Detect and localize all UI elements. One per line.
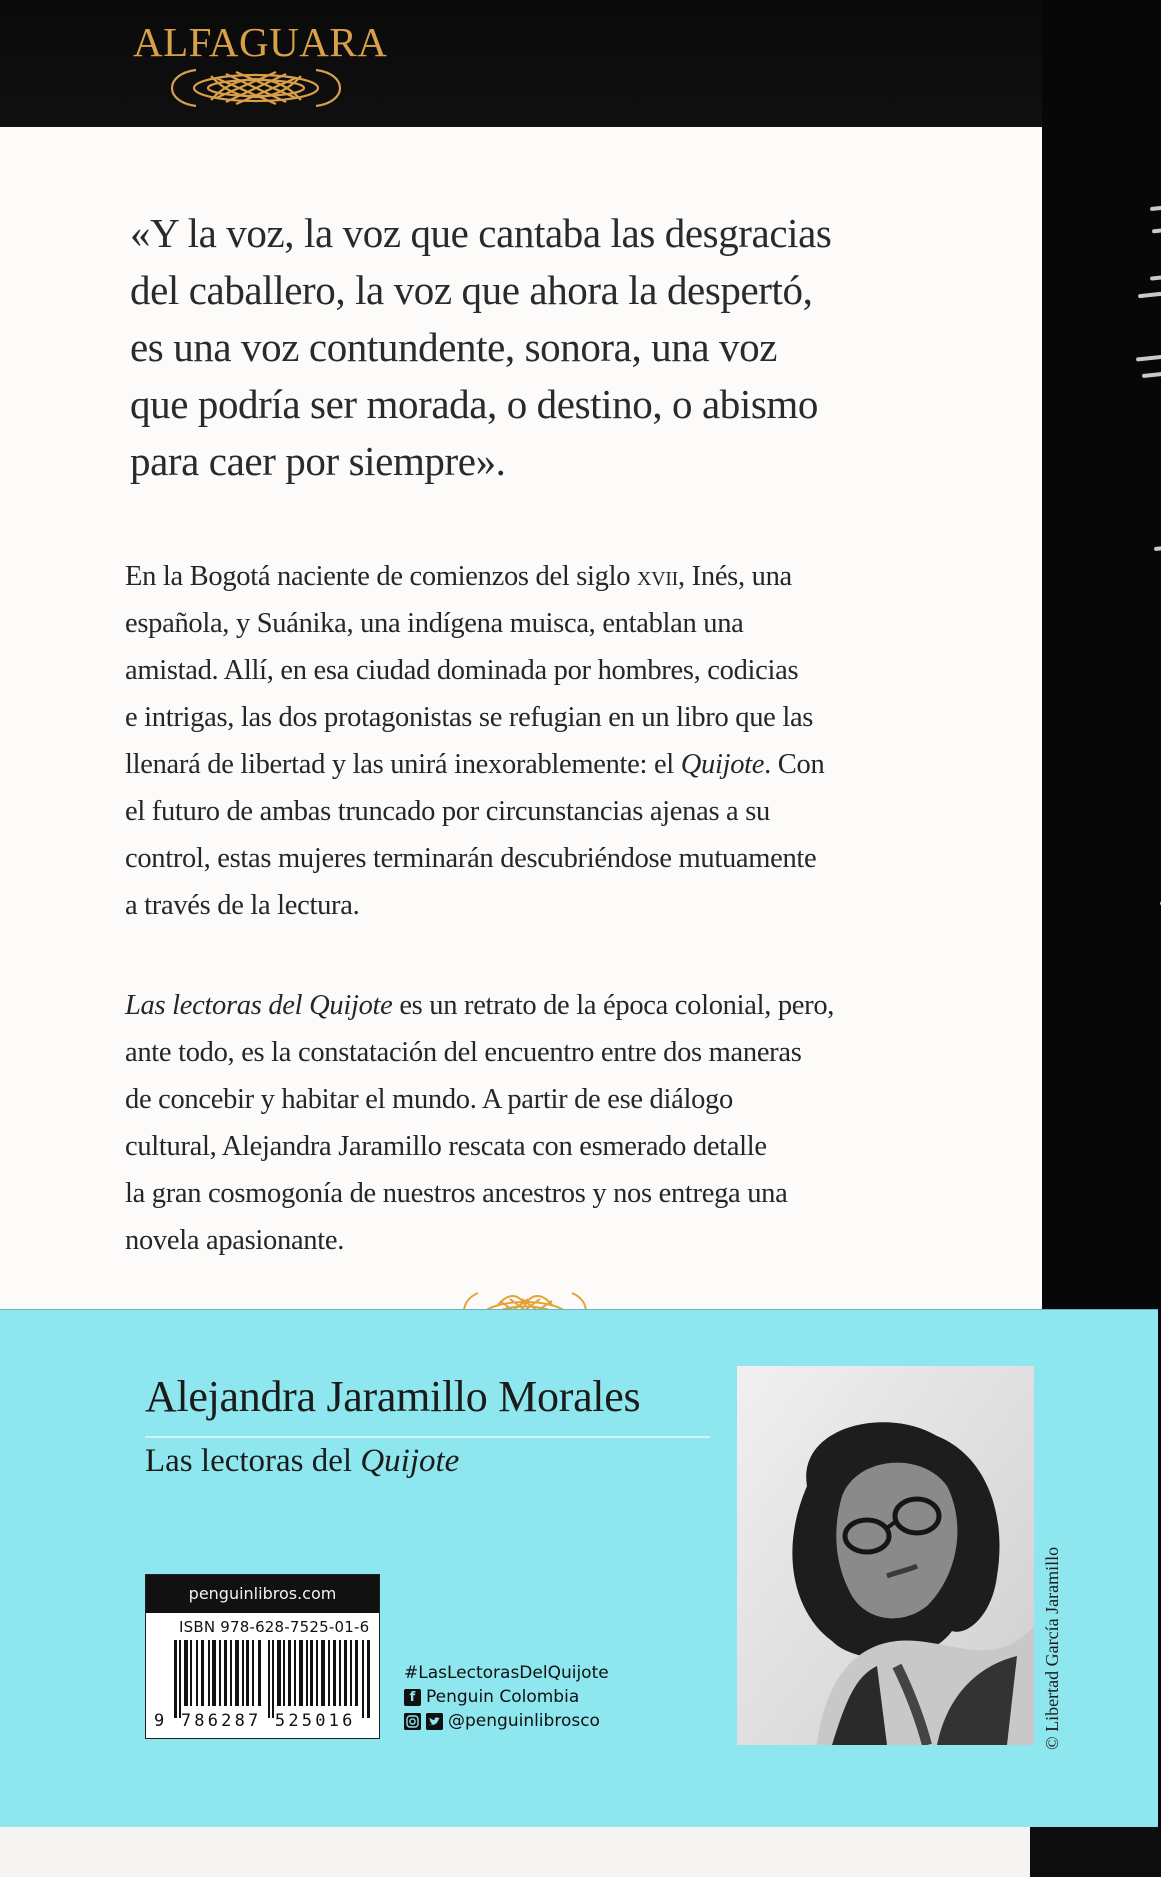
quote-line: para caer por siempre». — [130, 438, 506, 484]
portrait-image — [737, 1366, 1034, 1745]
paragraph-line: cultural, Alejandra Jaramillo rescata con esmerado detalle — [125, 1131, 767, 1162]
italic-title: Las lectoras del Quijote — [125, 990, 393, 1021]
wrap-glare — [1138, 290, 1161, 299]
author-name: Alejandra Jaramillo Morales — [145, 1372, 641, 1421]
paragraph-line: control, estas mujeres terminarán descubriéndose mutuamente — [125, 843, 817, 874]
publisher-logo — [133, 19, 388, 112]
publisher-website: penguinlibros.com — [146, 1575, 379, 1613]
paragraph-line — [125, 553, 945, 600]
knot-ornament-icon — [156, 64, 356, 110]
publisher-name: ALFAGUARA — [133, 19, 388, 65]
book-title — [145, 1443, 459, 1480]
social-links — [404, 1661, 609, 1733]
synopsis-paragraph-1 — [125, 553, 945, 929]
divider-line — [145, 1436, 710, 1438]
title-text: Las lectoras del — [145, 1443, 361, 1479]
paragraph-line: e intrigas, las dos protagonistas se refugian en un libro que las — [125, 702, 814, 733]
social-handle: @penguinlibrosco — [448, 1711, 600, 1731]
text-run: En la Bogotá naciente de comienzos del siglo — [125, 561, 638, 592]
barcode-digits: 9 786287 525016 — [154, 1711, 356, 1731]
italic-title: Quijote — [680, 749, 765, 780]
paragraph-line: de concebir y habitar el mundo. A partir de ese diálogo — [125, 1084, 733, 1115]
isbn-label: ISBN 978-628-7525-01-6 — [179, 1618, 370, 1636]
pull-quote — [130, 205, 950, 490]
century-numeral: xvii — [637, 561, 679, 592]
twitter-icon — [426, 1713, 443, 1730]
paragraph-line — [125, 741, 945, 788]
spine-bottom-edge — [1030, 1827, 1161, 1877]
paragraph-line: novela apasionante. — [125, 1225, 345, 1256]
barcode-icon — [174, 1640, 374, 1718]
quote-line: que podría ser morada, o destino, o abismo — [130, 381, 819, 427]
paragraph-line: a través de la lectura. — [125, 890, 360, 921]
facebook-icon: f — [404, 1689, 421, 1706]
instagram-icon — [404, 1713, 421, 1730]
synopsis-paragraph-2 — [125, 982, 945, 1264]
text-run: . Con — [764, 749, 825, 780]
wrap-glare — [1150, 203, 1161, 211]
facebook-page: Penguin Colombia — [426, 1687, 580, 1707]
text-run: , Inés, una — [678, 561, 792, 592]
quote-line: del caballero, la voz que ahora la despertó, — [130, 267, 813, 313]
paragraph-line: la gran cosmogonía de nuestros ancestros y nos entrega una — [125, 1178, 788, 1209]
quote-line: es una voz contundente, sonora, una voz — [130, 324, 778, 370]
text-run: es un retrato de la época colonial, pero, — [392, 990, 835, 1021]
title-italic: Quijote — [360, 1443, 460, 1479]
facebook-row — [404, 1685, 609, 1709]
paragraph-line: amistad. Allí, en esa ciudad dominada por hombres, codicias — [125, 655, 799, 686]
text-run: llenará de libertad y las unirá inexorablemente: el — [125, 749, 681, 780]
author-photo — [737, 1366, 1034, 1745]
hashtag: #LasLectorasDelQuijote — [404, 1663, 609, 1683]
paragraph-line: el futuro de ambas truncado por circunstancias ajenas a su — [125, 796, 770, 827]
instagram-twitter-row — [404, 1709, 609, 1733]
wrap-glare — [1154, 543, 1161, 551]
hashtag-row — [404, 1661, 609, 1685]
wrap-glare — [1142, 370, 1161, 378]
paragraph-line — [125, 982, 945, 1029]
paragraph-line: ante todo, es la constatación del encuentro entre dos maneras — [125, 1037, 802, 1068]
wrap-glare — [1152, 227, 1161, 234]
isbn-barcode-block — [145, 1574, 380, 1739]
paragraph-line: española, y Suánika, una indígena muisca, entablan una — [125, 608, 744, 639]
quote-line: «Y la voz, la voz que cantaba las desgracias — [130, 210, 832, 256]
wrap-glare — [1150, 273, 1161, 280]
wrap-glare — [1136, 352, 1161, 361]
photo-credit: © Libertad García Jaramillo — [1042, 1546, 1062, 1750]
cover-bottom-edge — [0, 1827, 1030, 1877]
